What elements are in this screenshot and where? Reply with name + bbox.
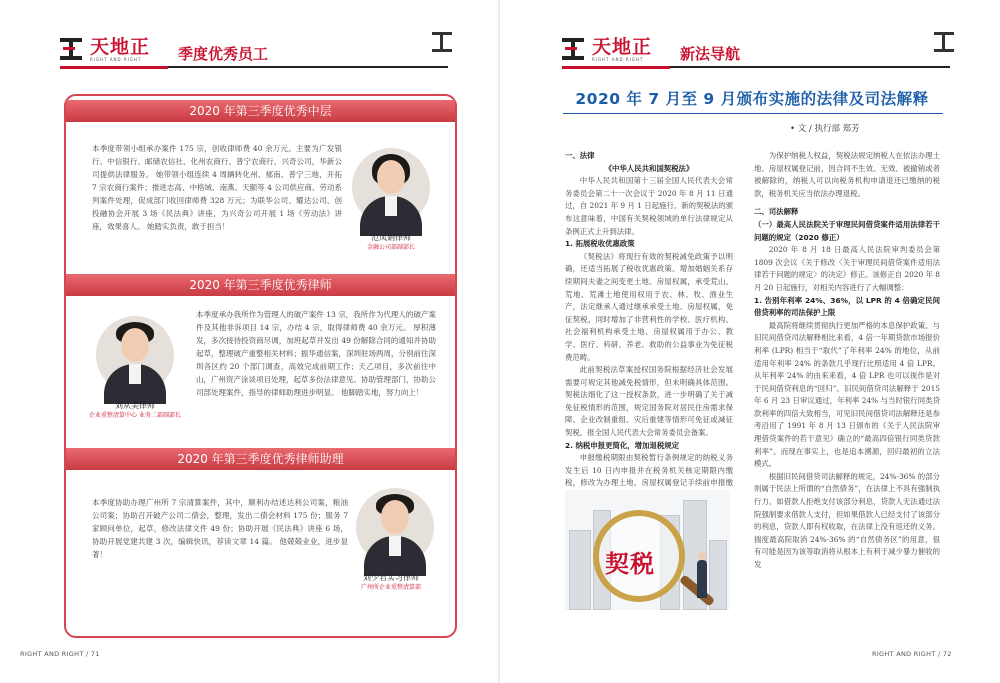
section-text: 本季度协助办理广州所 7 宗清算案件，其中，顺利办结述达利公司案，粮油公司案；协助召开破产公司二债会，整理，发出二债会材料 175 份；服务 7 家顾问单位，起草，修改法律文件 49 份；协助开展《民法典》讲座 6 场，协助开展党建共建 3 次，编辑快讯，荐读文章 14 篇。 他兢兢业业，进步显著！	[92, 498, 348, 559]
staff-name: 刘从美律师	[115, 401, 155, 410]
paragraph: 中华人民共和国第十三届全国人民代表大会常务委员会第二十一次会议于 2020 年 8 月 11 日通过，自 2021 年 9 月 1 日起施行。新的契税法的颁布这意味着，中国有关契税领域的单行法律规定从条例正式上升到法律。	[565, 176, 733, 236]
heading-law: 一、法律	[565, 151, 595, 160]
page-footer: RIGHT AND RIGHT / 72	[872, 650, 952, 658]
staff-frame	[64, 94, 457, 638]
paragraph: 此前契税法草案授权国务院根据经济社会发展需要可规定其他减免税情形，但未明确具体范围。契税法细化了这一授权条款，进一步明确了关于减免征税情形的范围，规定国务院对居民住房需求保障、企业改制重组、灾后重建等情形可免征或减征契税，报全国人民代表大会常务委员会备案。	[565, 365, 733, 438]
corner-mark-icon	[428, 28, 458, 58]
header-rule	[168, 66, 448, 68]
corner-mark-icon	[930, 28, 960, 58]
header-rule-accent	[60, 66, 168, 69]
paragraph: 根据旧民间借贷司法解释的规定，24%-36% 的部分则属于民法上所谓的“自然债务”，在法律上不具有强制执行力。如借款人拒绝支付该部分利息，贷款人无法通过法院强制要求借款人支付，但如果借款人已经支付了该部分的利息，贷款人即有权收取，在法律上没有返还的义务。揣度最高院取消 24%-36% 的“自然债务区”的用意，很有可能是因为该等取消将从根本上有利于减少暴力催收的发	[754, 471, 940, 569]
staff-photo	[352, 148, 430, 226]
person-figure-icon	[697, 560, 707, 598]
staff-name: 范凤娟律师	[371, 233, 411, 242]
section-text: 本季度带领小组承办案件 175 宗，创收律师费 40 余万元。主要为广发银行、中信银行、邮储农信社、化州农商行、普宁农商行、兴奇公司，华新公司提供法律服务。 她带领小组连续 4 周辆转化州、郁南、普宁三地，开拓 7 宗农商行案件；推进志高、中格域、南燕、天颐等 4 公司供应商、劳动系列案件处理，促成部门收回律师费 328 万元；为联华公司、耀达公司、创投融协会开展 3 场《民法典》讲座，为兴奇公司开展 1 场《劳动法》讲座，效果喜人。 她踏实负责，敢于担当！	[92, 144, 342, 231]
article-column-2	[754, 150, 940, 640]
logo-subtext: RIGHT AND RIGHT	[90, 56, 142, 62]
paragraph: 申报缴税期限由契税暂行条例规定的纳税义务发生后 10 日内申报并在税务机关核定期限内缴税，修改为办理土地、房屋权属登记手续前申报缴	[565, 453, 733, 488]
brand-logo	[60, 32, 150, 66]
section-band: 2020 年第三季度优秀律师助理	[66, 448, 455, 470]
staff-role: 广州所企业重整清算部	[360, 584, 421, 591]
logo-mark-icon	[562, 36, 588, 62]
section-title: 新法导航	[680, 45, 741, 63]
logo-subtext: RIGHT AND RIGHT	[592, 56, 644, 62]
heading-deed-tax-law: 《中华人民共和国契税法》	[604, 163, 694, 173]
subheading: （一）最高人民法院关于审理民间借贷案件适用法律若干问题的规定（2020 修正）	[754, 219, 940, 242]
header-rule-accent	[562, 66, 670, 69]
subheading: 1. 告别年利率 24%、36%，以 LPR 的 4 倍确定民间借贷利率的司法保护上限	[754, 295, 940, 318]
staff-role: 企业重整清算中心 业务二部副部长	[89, 412, 181, 419]
staff-name: 刘少君实习律师	[363, 573, 419, 582]
header-rule	[670, 66, 950, 68]
logo-text: 天地正	[90, 35, 151, 58]
brand-logo	[562, 32, 652, 66]
deed-tax-illustration	[565, 490, 730, 610]
subheading: 2. 纳税申报更简化，增加退税规定	[565, 440, 679, 450]
staff-photo	[356, 488, 434, 566]
title-rule	[563, 113, 943, 114]
paragraph: 2020 年 8 月 18 日最高人民法院审判委员会第 1809 次会议《关于修改〈关于审理民间借贷案件适用法律若干问题的规定〉的决定》修正。该修正自 2020 年 8 月 20 日起施行，对相关内容进行了大幅调整：	[754, 245, 940, 292]
paragraph: 最高院将继续贯彻执行更加严格的本息保护政策。与旧民间借贷司法解释相比来看，4 倍一年期贷款市场报价利率 (LPR) 相当于“取代”了年利率 24% 的地位，从前适用年利率 24% 的条款几乎现行比照适用 4 倍 LPR。从年利率 24% 的由来来看，4 倍 LPR 也可以视作是对于民间借贷利息的“回归”。旧民间借贷司法解释于 2015 年 6 月 23 日审议通过，年利率 24% 与当时银行同类贷款利率的四倍大致相当，可见旧民间借贷司法解释还是参考沿用了 1991 年 8 月 13 日颁布的《关于人民法院审理借贷案件的若干意见》确立的“最高四倍银行同类贷款利率”。而现在事实上，也是追本溯源，回归最初的立法模式。	[754, 320, 940, 469]
section-title: 季度优秀员工	[178, 45, 269, 63]
logo-text: 天地正	[592, 35, 653, 58]
section-text: 本季度承办我所作为管理人的破产案件 13 宗，我所作为代理人的破产案件及其他非诉项目 14 宗，办结 4 宗，取得律师费 40 余万元。 厚积薄发，多次接待投资商尽调，加班起草并发出 49 份解除合同的通知并协助起草，整理破产重整相关材料；振华通信案，深圳驻场两周，分别前往深圳各区约 20 个部门调查，高效完成前期工作；天乙项目，多次前往中山，广州资产涂谈项目处理，起草多份法律意见。协助管理部门，协助公司部处理案件，指导的律师助理进步明显。 他脚踏实地，努力向上！	[196, 310, 436, 397]
logo-mark-icon	[60, 36, 86, 62]
subheading: 1. 拓展税收优惠政策	[565, 239, 635, 249]
page-footer: RIGHT AND RIGHT / 71	[20, 650, 100, 658]
illustration-label: 契税	[605, 550, 655, 578]
article-title: 2020 年 7 月至 9 月颁布实施的法律及司法解释	[575, 90, 929, 108]
section-band: 2020 年第三季度优秀中层	[66, 100, 455, 122]
article-column-1	[565, 150, 733, 488]
staff-photo	[96, 316, 174, 394]
article-byline: • 文 / 执行部 郑芳	[790, 124, 860, 134]
staff-role: 金融公司部副部长	[366, 244, 415, 251]
heading-judicial-interpretation: 二、司法解释	[754, 207, 799, 217]
paragraph: 《契税法》将现行有效的契税减免政策予以明确，还适当拓展了税收优惠政策。增加婚姻关系存续期间夫妻之间变更土地、房屋权属，承受荒山、荒地、荒滩土地使用权用于农、林、牧、渔业生产，法定继承人通过继承承受土地、房屋权属，免征契税，同时增加了非营利性的学校、医疗机构、社会福利机构承受土地、房屋权属用于办公、教学、医疗、科研、养老、救助的公益事业为免征税费范畴。	[565, 251, 733, 362]
paragraph: 为保护纳税人权益，契税法规定纳税人在依法办理土地、房屋权属登记前，因合同不生效、无效、被撤销或者被解除的，纳税人可以向税务机构申请退还已缴纳的税款，税务机关应当依法办理退税。	[754, 151, 940, 198]
section-band: 2020 年第三季度优秀律师	[66, 274, 455, 296]
